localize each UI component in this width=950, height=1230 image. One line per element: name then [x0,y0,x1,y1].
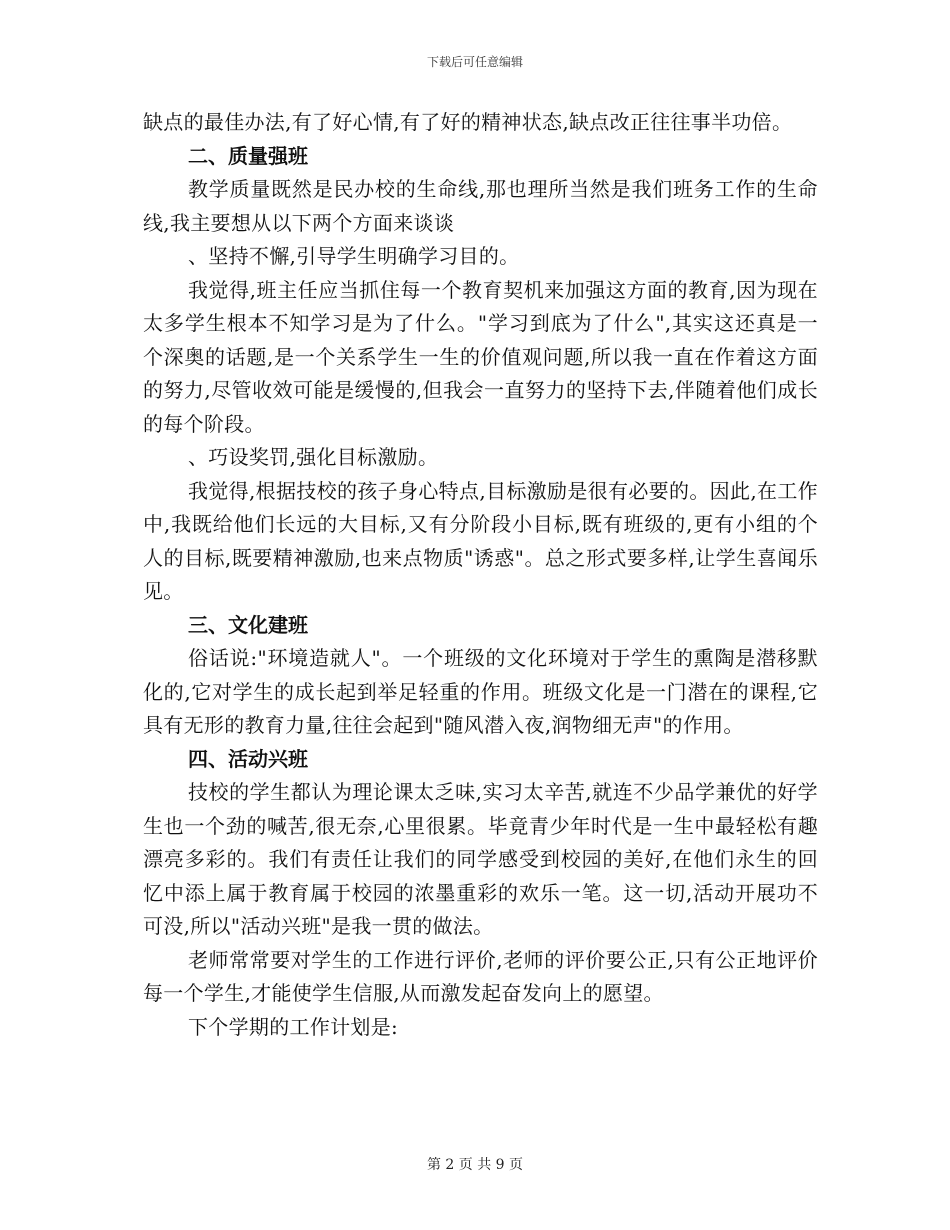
paragraph: 、巧设奖罚,强化目标激励。 [188,445,439,469]
page-header: 下载后可任意编辑 [426,55,523,69]
section-heading: 四、活动兴班 [188,746,308,771]
paragraph: 老师常常要对学生的工作进行评价,老师的评价要公正,只有公正地评价每一个学生,才能使学生信服,从而激发起奋发向上的愿望。 [143,947,818,1005]
paragraph: 俗话说:"环境造就人"。一个班级的文化环境对于学生的熏陶是潜移默化的,它对学生的成长起到举足轻重的作用。班级文化是一门潜在的课程,它具有无形的教育力量,往往会起到"随风潜入夜,润物细无声"的作用。 [143,646,818,737]
section-heading: 三、文化建班 [188,612,308,637]
paragraph: 缺点的最佳办法,有了好心情,有了好的精神状态,缺点改正往往事半功倍。 [143,110,793,134]
paragraph: 下个学期的工作计划是: [188,1014,399,1039]
page-footer: 第 2 页 共 9 页 [426,1157,524,1173]
paragraph: 教学质量既然是民办校的生命线,那也理所当然是我们班务工作的生命线,我主要想从以下两个方面来谈谈 [143,177,818,235]
paragraph: 我觉得,班主任应当抓住每一个教育契机来加强这方面的教育,因为现在太多学生根本不知学习是为了什么。"学习到底为了什么",其实这还真是一个深奥的话题,是一个关系学生一生的价值观问题,所以我一直在作着这方面的努力,尽管收效可能是缓慢的,但我会一直努力的坚持下去,伴随着他们成长的每个阶段。 [143,277,818,436]
paragraph: 技校的学生都认为理论课太乏味,实习太辛苦,就连不少品学兼优的好学生也一个劲的喊苦,很无奈,心里很累。毕竟青少年时代是一生中最轻松有趣漂亮多彩的。我们有责任让我们的同学感受到校园的美好,在他们永生的回忆中添上属于教育属于校园的浓墨重彩的欢乐一笔。这一切,活动开展功不可没,所以"活动兴班"是我一贯的做法。 [143,780,818,938]
section-heading: 二、质量强班 [188,143,308,168]
paragraph: 我觉得,根据技校的孩子身心特点,目标激励是很有必要的。因此,在工作中,我既给他们长远的大目标,又有分阶段小目标,既有班级的,更有小组的个人的目标,既要精神激励,也来点物质"诱惑"。总之形式要多样,让学生喜闻乐见。 [143,478,818,603]
paragraph: 、坚持不懈,引导学生明确学习目的。 [188,244,520,268]
document-body [143,106,818,1044]
